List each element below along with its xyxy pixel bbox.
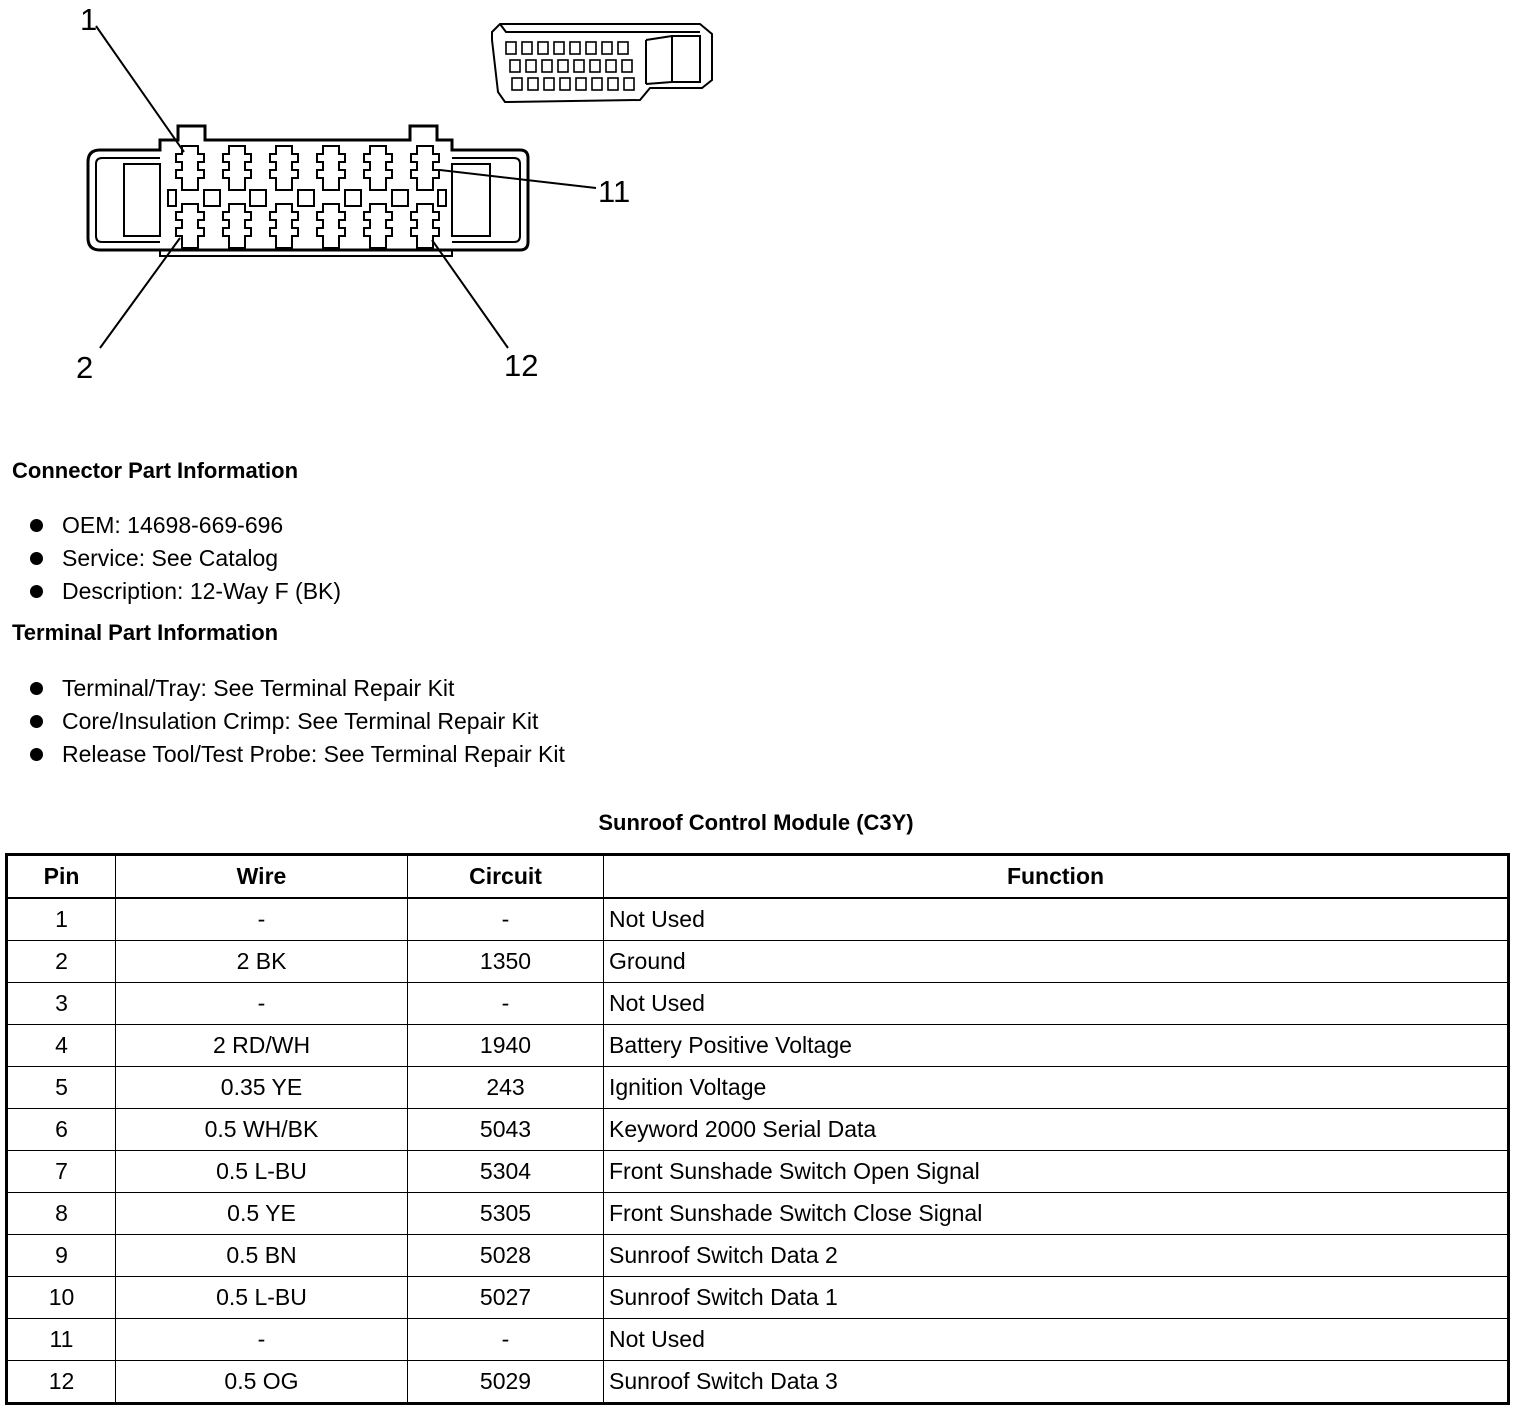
circuit-cell: 5028 — [408, 1235, 604, 1277]
terminal-cavity — [223, 204, 251, 248]
terminal-cavity — [176, 204, 204, 248]
circuit-cell: - — [408, 898, 604, 941]
list-item — [28, 580, 341, 613]
function-cell: Not Used — [604, 1319, 1509, 1361]
column-header-function: Function — [604, 855, 1509, 899]
list-item — [28, 677, 565, 710]
list-item-text: Description: 12-Way F (BK) — [62, 578, 342, 604]
list-item-text: Service: See Catalog — [62, 545, 279, 571]
wire-cell: 0.5 BN — [116, 1235, 408, 1277]
connector-perspective-illustration — [492, 24, 712, 102]
function-cell: Sunroof Switch Data 2 — [604, 1235, 1509, 1277]
table-row — [7, 1361, 1509, 1404]
list-item — [28, 514, 341, 547]
column-header-circuit: Circuit — [408, 855, 604, 899]
table-row — [7, 1109, 1509, 1151]
terminal-cavity — [411, 204, 439, 248]
callout-pin-2: 2 — [76, 350, 94, 385]
polarization-key — [345, 190, 361, 206]
terminal-cavities — [168, 146, 446, 248]
pin-cell: 3 — [7, 983, 116, 1025]
pin-cell: 12 — [7, 1361, 116, 1404]
pin-cell: 11 — [7, 1319, 116, 1361]
circuit-cell: 5043 — [408, 1109, 604, 1151]
pinout-table-body — [7, 898, 1509, 1404]
callout-pin-1: 1 — [80, 2, 98, 37]
circuit-cell: 5029 — [408, 1361, 604, 1404]
terminal-cavity — [270, 204, 298, 248]
function-cell: Ground — [604, 941, 1509, 983]
table-row — [7, 1067, 1509, 1109]
polarization-key — [392, 190, 408, 206]
function-cell: Sunroof Switch Data 3 — [604, 1361, 1509, 1404]
bullet-icon — [30, 715, 43, 728]
function-cell: Ignition Voltage — [604, 1067, 1509, 1109]
circuit-cell: 5304 — [408, 1151, 604, 1193]
wire-cell: 2 RD/WH — [116, 1025, 408, 1067]
connector-diagram — [0, 0, 760, 400]
polarization-key — [204, 190, 220, 206]
list-item — [28, 547, 341, 580]
polarization-key — [250, 190, 266, 206]
function-cell: Front Sunshade Switch Open Signal — [604, 1151, 1509, 1193]
table-row — [7, 983, 1509, 1025]
polarization-key — [298, 190, 314, 206]
list-item-text: Terminal/Tray: See Terminal Repair Kit — [62, 675, 455, 701]
pin-cell: 8 — [7, 1193, 116, 1235]
function-cell: Keyword 2000 Serial Data — [604, 1109, 1509, 1151]
bullet-icon — [30, 748, 43, 761]
list-item-text: Release Tool/Test Probe: See Terminal Repair Kit — [62, 741, 565, 767]
wire-cell: - — [116, 898, 408, 941]
function-cell: Sunroof Switch Data 1 — [604, 1277, 1509, 1319]
function-cell: Not Used — [604, 983, 1509, 1025]
circuit-cell: - — [408, 983, 604, 1025]
callout-pin-12: 12 — [504, 348, 539, 383]
callout-pin-11: 11 — [598, 174, 631, 209]
table-row — [7, 1277, 1509, 1319]
wire-cell: 0.5 WH/BK — [116, 1109, 408, 1151]
pin-cell: 4 — [7, 1025, 116, 1067]
circuit-cell: 243 — [408, 1067, 604, 1109]
wire-cell: 0.5 OG — [116, 1361, 408, 1404]
list-item-text: Core/Insulation Crimp: See Terminal Repair Kit — [62, 708, 539, 734]
circuit-cell: 1350 — [408, 941, 604, 983]
table-title: Sunroof Control Module (C3Y) — [598, 810, 914, 835]
pin-cell: 1 — [7, 898, 116, 941]
terminal-cavity — [364, 146, 392, 190]
table-row — [7, 898, 1509, 941]
terminal-part-info-list — [28, 677, 565, 776]
function-cell: Battery Positive Voltage — [604, 1025, 1509, 1067]
function-cell: Not Used — [604, 898, 1509, 941]
terminal-cavity — [411, 146, 439, 190]
terminal-cavity — [270, 146, 298, 190]
column-header-pin: Pin — [7, 855, 116, 899]
terminal-part-info-heading: Terminal Part Information — [12, 620, 279, 645]
pinout-table — [5, 853, 1510, 1405]
bullet-icon — [30, 682, 43, 695]
circuit-cell: 5027 — [408, 1277, 604, 1319]
terminal-cavity — [364, 204, 392, 248]
column-header-wire: Wire — [116, 855, 408, 899]
function-cell: Front Sunshade Switch Close Signal — [604, 1193, 1509, 1235]
terminal-cavity — [317, 146, 345, 190]
pin-cell: 2 — [7, 941, 116, 983]
table-row — [7, 1025, 1509, 1067]
circuit-cell: 5305 — [408, 1193, 604, 1235]
table-header-row — [7, 855, 1509, 899]
connector-part-info-list — [28, 514, 341, 613]
bullet-icon — [30, 552, 43, 565]
bullet-icon — [30, 585, 43, 598]
table-row — [7, 1235, 1509, 1277]
terminal-cavity — [317, 204, 345, 248]
pin-cell: 9 — [7, 1235, 116, 1277]
terminal-cavity — [223, 146, 251, 190]
table-row — [7, 1319, 1509, 1361]
wire-cell: 0.5 L-BU — [116, 1277, 408, 1319]
table-row — [7, 1193, 1509, 1235]
pin-cell: 10 — [7, 1277, 116, 1319]
terminal-cavity — [176, 146, 204, 190]
wire-cell: 0.5 YE — [116, 1193, 408, 1235]
bullet-icon — [30, 519, 43, 532]
polarization-key — [438, 190, 446, 206]
circuit-cell: - — [408, 1319, 604, 1361]
polarization-key — [168, 190, 176, 206]
table-row — [7, 1151, 1509, 1193]
list-item-text: OEM: 14698-669-696 — [62, 512, 284, 538]
list-item — [28, 710, 565, 743]
wire-cell: 0.35 YE — [116, 1067, 408, 1109]
wire-cell: 0.5 L-BU — [116, 1151, 408, 1193]
wire-cell: - — [116, 1319, 408, 1361]
table-row — [7, 941, 1509, 983]
pin-cell: 5 — [7, 1067, 116, 1109]
pin-cell: 6 — [7, 1109, 116, 1151]
circuit-cell: 1940 — [408, 1025, 604, 1067]
wire-cell: 2 BK — [116, 941, 408, 983]
pin-cell: 7 — [7, 1151, 116, 1193]
list-item — [28, 743, 565, 776]
connector-part-info-heading: Connector Part Information — [12, 458, 299, 483]
wire-cell: - — [116, 983, 408, 1025]
